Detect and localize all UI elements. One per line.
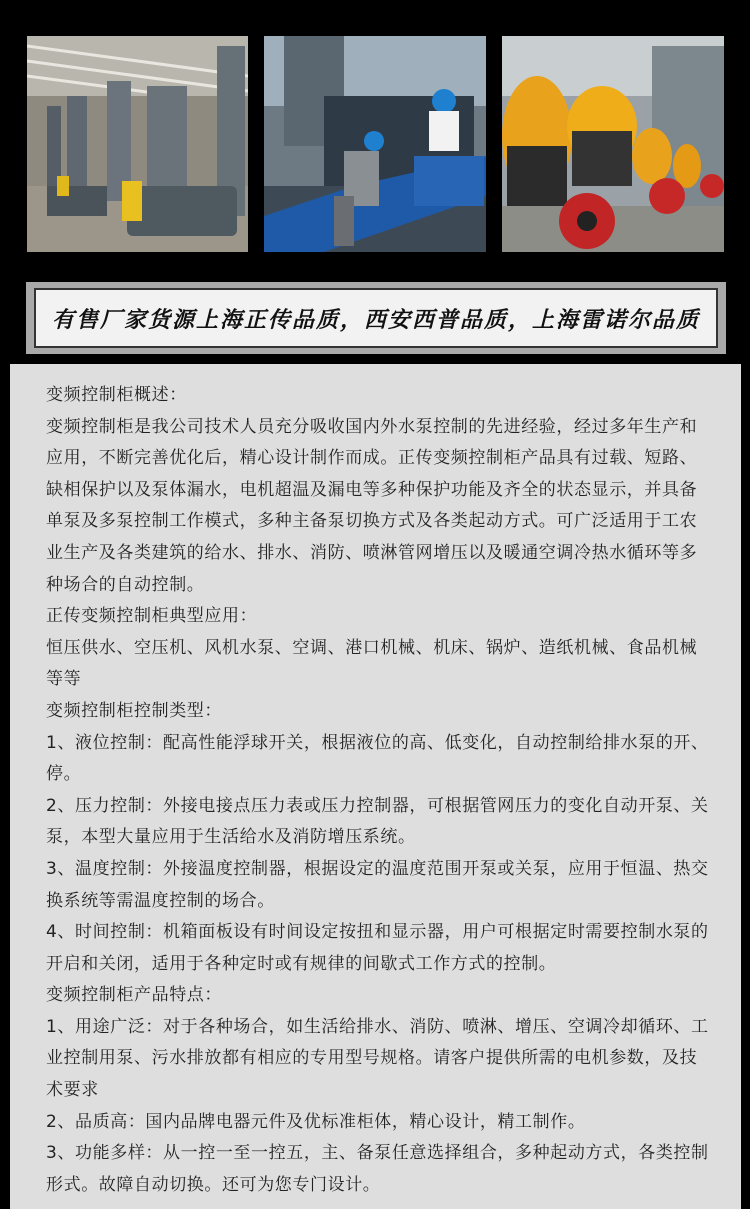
photo-strip — [0, 0, 750, 270]
feature-item: 2、品质高：国内品牌电器元件及优标准柜体，精心设计，精工制作。 — [46, 1111, 586, 1132]
banner-box — [34, 288, 718, 348]
banner-text: 有售厂家货源上海正传品质，西安西普品质，上海雷诺尔品质 — [51, 306, 700, 333]
feature-item: 1、用途广泛：对于各种场合，如生活给排水、消防、喷淋、增压、空调冷却循环、工业控制用泵、污水排放都有相应的专用型号规格。请客户提供所需的电机参数，及技术要求 — [46, 1016, 709, 1101]
description-panel — [10, 364, 741, 1209]
cone-crusher-image — [502, 36, 724, 252]
overview-paragraph: 变频控制柜是我公司技术人员充分吸收国内外水泵控制的先进经验，经过多年生产和应用，不断完善优化后，精心设计制作而成。正传变频控制柜产品具有过载、短路、缺相保护以及泵体漏水，电机超温及漏电等多种保护功能及齐全的状态显示，并具备单泵及多泵控制工作模式，多种主备泵切换方式及各类起动方式。可广泛适用于工农业生产及各类建筑的给水、排水、消防、喷淋管网增压以及暖通空调冷热水循环等多种场合的自动控制。 — [46, 416, 698, 595]
worker-repair-image — [264, 36, 486, 252]
pump-station-image — [27, 36, 248, 252]
control-type-item: 3、温度控制：外接温度控制器，根据设定的温度范围开泵或关泵，应用于恒温、热交换系统等需温度控制的场合。 — [46, 858, 709, 911]
applications-paragraph: 恒压供水、空压机、风机水泵、空调、港口机械、机床、锅炉、造纸机械、食品机械等等 — [46, 637, 698, 690]
section-heading-applications: 正传变频控制柜典型应用： — [46, 606, 258, 627]
control-type-item: 1、液位控制：配高性能浮球开关，根据液位的高、低变化，自动控制给排水泵的开、停。 — [46, 732, 709, 785]
section-heading-overview: 变频控制柜概述： — [46, 385, 187, 405]
section-heading-control-types: 变频控制柜控制类型： — [46, 700, 222, 721]
control-type-item: 4、时间控制：机箱面板设有时间设定按扭和显示器，用户可根据定时需要控制水泵的开启和关闭，适用于各种定时或有规律的间歇式工作方式的控制。 — [46, 922, 709, 974]
feature-item: 3、功能多样：从一控一至一控五，主、备泵任意选择组合，多种起动方式，各类控制形式。故障自动切换。还可为您专门设计。 — [46, 1143, 709, 1195]
banner — [26, 282, 726, 354]
section-heading-features: 变频控制柜产品特点： — [46, 985, 222, 1006]
control-type-item: 2、压力控制：外接电接点压力表或压力控制器，可根据管网压力的变化自动开泵、关泵，本型大量应用于生活给水及消防增压系统。 — [46, 795, 709, 848]
